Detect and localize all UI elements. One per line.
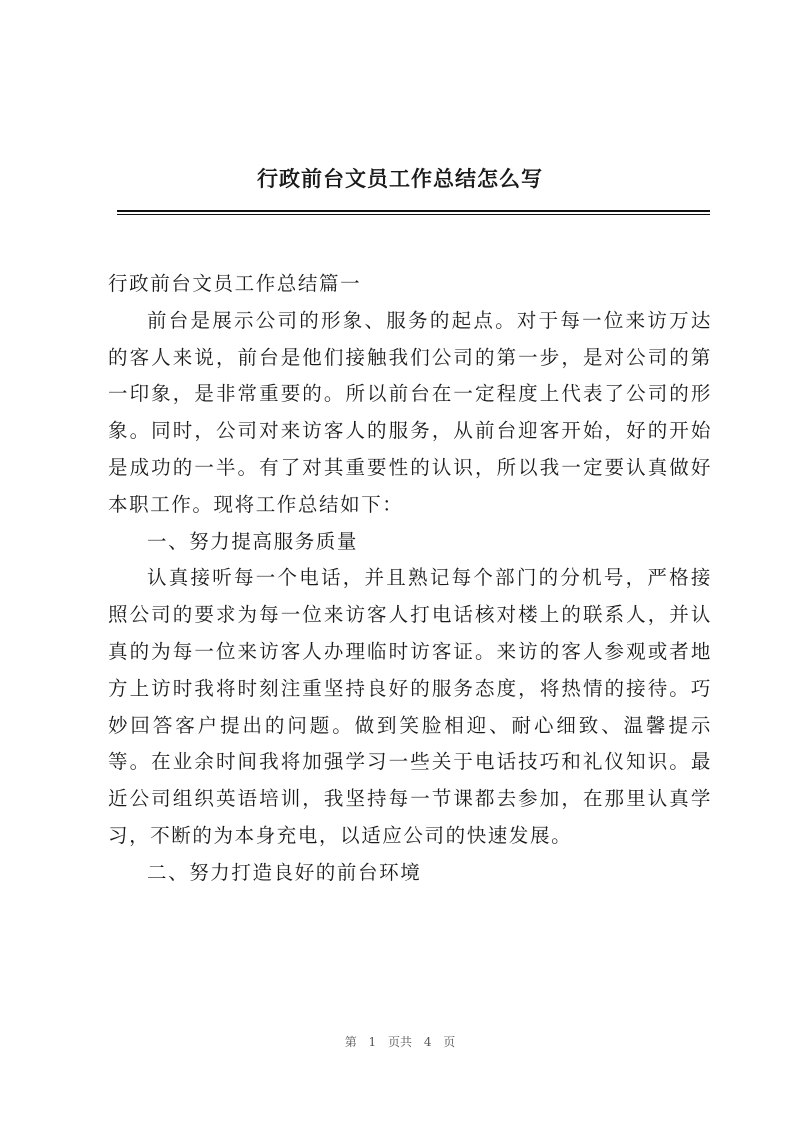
section-heading: 行政前台文员工作总结篇一 [108,272,362,295]
page-number-footer: 第 1 页共 4 页 [344,1035,456,1049]
document-title: 行政前台文员工作总结怎么写 [257,167,543,191]
subheading-front-desk-environment: 二、努力打造良好的前台环境 [147,860,422,884]
subheading-service-quality: 一、努力提高服务质量 [147,529,359,553]
paragraph-intro: 前台是展示公司的形象、服务的起点。对于每一位来访万达的客人来说，前台是他们接触我们公司的第一步，是对公司的第一印象，是非常重要的。所以前台在一定程度上代表了公司的形象。同时，公司对来访客人的服务，从前台迎客开始，好的开始是成功的一半。有了对其重要性的认识，所以我一定要认真做好本职工作。现将工作总结如下： [108,308,712,516]
title-divider-thin [117,214,710,215]
title-divider-thick [117,210,710,212]
paragraph-service-quality: 认真接听每一个电话，并且熟记每个部门的分机号，严格接照公司的要求为每一位来访客人打电话核对楼上的联系人，并认真的为每一位来访客人办理临时访客证。来访的客人参观或者地方上访时我将时刻注重坚持良好的服务态度，将热情的接待。巧妙回答客户提出的问题。做到笑脸相迎、耐心细致、温馨提示等。在业余时间我将加强学习一些关于电话技巧和礼仪知识。最近公司组织英语培训，我坚持每一节课都去参加，在那里认真学习，不断的为本身充电，以适应公司的快速发展。 [108,566,712,847]
document-body [108,266,712,892]
